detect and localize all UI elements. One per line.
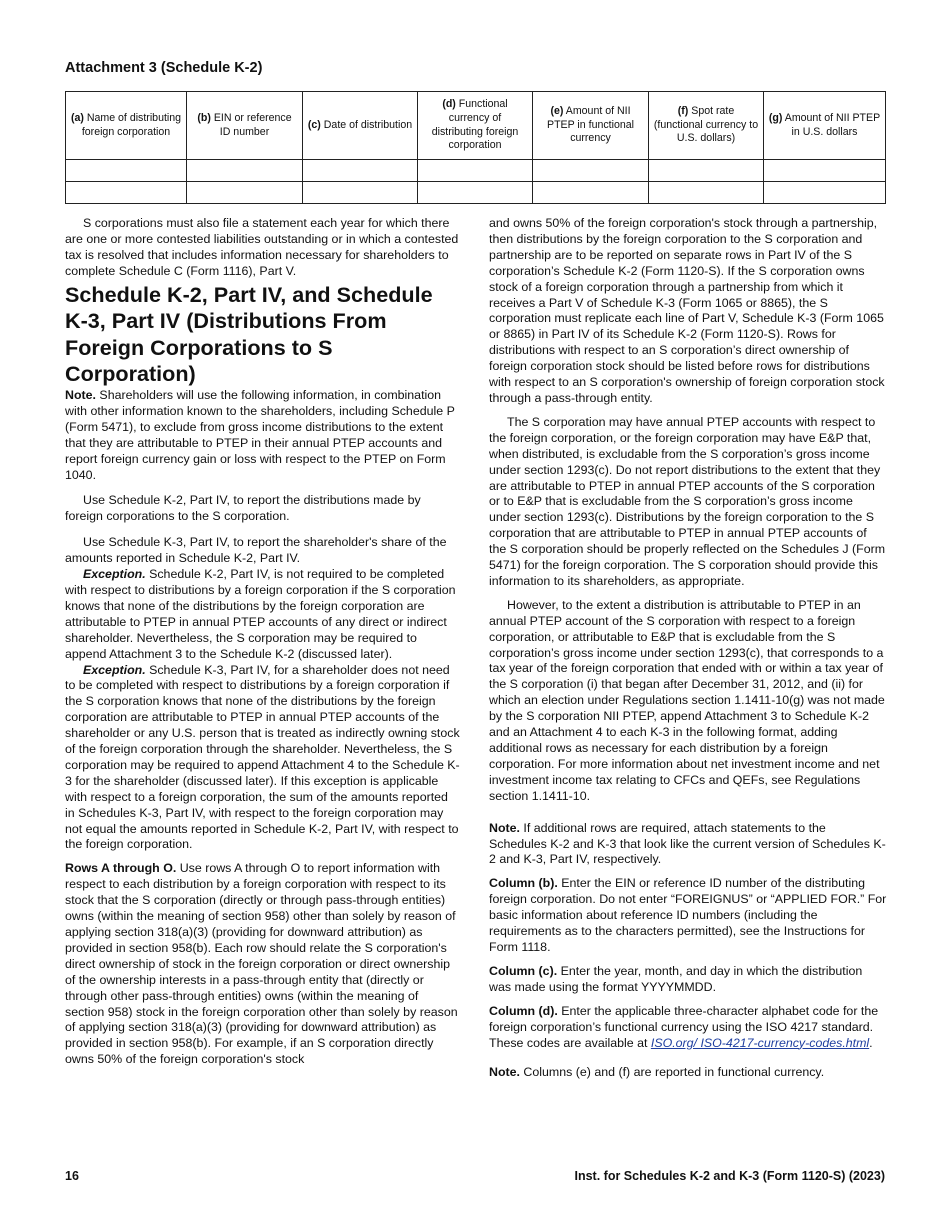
table-cell <box>187 160 303 182</box>
attachment-table <box>65 91 886 204</box>
table-cell <box>66 182 187 204</box>
table-cell <box>303 182 418 204</box>
table-cell <box>418 182 533 204</box>
exception-paragraph: Exception. Schedule K-2, Part IV, is not required to be completed with respect to distributions by a foreign corporation if the S corporation knows that none of the distributions by the foreign corporation are attributable to PTEP in annual PTEP accounts of any direct or indirect shareholder. Nevertheless, the S corporation may be required to append Attachment 3 to the Schedule K-2 (discussed later). <box>65 567 456 661</box>
paragraph: and owns 50% of the foreign corporation's stock through a partnership, then distributions by the foreign corporation to the S corporation and partnership are to be reported on separate rows in Part IV of the S corporation’s Schedule K-2 (Form 1120-S). If the S corporation owns stock of a foreign corporation through a partnership from which it receives a Part V of Schedule K-3 (Form 1065 or 8865), the S corporation must replicate each line of Part V, Schedule K-3 (Form 1065 or 8865) in Part IV of its Schedule K-2 (Form 1120-S). Rows for distributions with respect to an S corporation’s direct ownership of foreign corporation stock should be listed before rows for distributions with respect to an S corporation's ownership of foreign corporation stock through a pass-through entity. <box>489 216 885 405</box>
note-paragraph: Note. Shareholders will use the following information, in combination with other information known to the shareholders, including Schedule P (Form 5471), to exclude from gross income distributions to the extent that they are attributable to PTEP in their annual PTEP accounts and report foreign currency gain or loss with respect to the PTEP on Form 1040. <box>65 388 455 482</box>
left-column <box>65 216 461 1068</box>
exception-paragraph: Exception. Schedule K-3, Part IV, for a shareholder does not need to be completed with respect to distributions by a foreign corporation if the S corporation knows that none of the distributions by the foreign corporation are attributable to PTEP in annual PTEP accounts of the shareholder or any U.S. person that is treated as indirectly owning stock of the foreign corporation through the shareholder. Nevertheless, the S corporation may be required to append Attachment 4 to the Schedule K-3 for the shareholder (discussed later). If this exception is applicable with respect to a foreign corporation, the sum of the amounts reported in Schedules K-3, Part IV, with respect to the foreign corporation may not equal the amounts reported in Schedule K-2, Part IV, with respect to the foreign corporation. <box>65 662 460 852</box>
paragraph: S corporations must also file a statement each year for which there are one or more contested liabilities outstanding or in which a contested tax is resolved that includes information necessary for shareholders to complete Schedule C (Form 1116), Part V. <box>65 216 459 278</box>
table-cell <box>533 160 649 182</box>
table-cell <box>649 182 764 204</box>
table-row <box>66 182 886 204</box>
paragraph: Use Schedule K-2, Part IV, to report the distributions made by foreign corporations to the S corporation. <box>65 493 421 524</box>
page-number: 16 <box>65 1169 79 1183</box>
paragraph: The S corporation may have annual PTEP accounts with respect to the foreign corporation, or the foreign corporation may have E&P that, when distributed, is excludable from the S corporation’s gross income under section 1293(c). Do not report distributions to the extent that they are attributable to PTEP in annual PTEP accounts of the S corporation or to E&P that is excludable from the S corporation’s gross income under section 1293(c). Distributions by the foreign corporation to the S corporation that are attributable to PTEP in annual PTEP accounts of the S corporation should be properly reflected on the Schedules J (Form 5471) for the foreign corporation. The S corporation should provide this information to its shareholders, as appropriate. <box>489 414 886 588</box>
iso-currency-link[interactable]: ISO.org/ ISO-4217-currency-codes.html <box>650 1035 870 1050</box>
table-cell <box>533 182 649 204</box>
table-cell <box>764 182 886 204</box>
column-header: (c) Date of distribution <box>303 92 418 160</box>
section-heading: Schedule K-2, Part IV, and Schedule K-3, Part IV (Distributions From Foreign Corporations to S Corporation) <box>65 281 433 387</box>
table-cell <box>66 160 187 182</box>
footer-title: Inst. for Schedules K-2 and K-3 (Form 1120-S) (2023) <box>574 1169 885 1183</box>
column-c-paragraph: Column (c). Enter the year, month, and day in which the distribution was made using the format YYYYMMDD. <box>489 963 863 994</box>
paragraph: However, to the extent a distribution is attributable to PTEP in an annual PTEP account of the S corporation with respect to a foreign corporation, or attributable to E&P that is excludable from the S corporation’s gross income under section 1293(c), that corresponds to a tax year of the foreign corporation that ended with or within a tax year of the S corporation (i) that began after December 31, 2012, and (ii) for which an election under Regulations section 1.1411-10(g) was not made by the S corporation NII PTEP, append Attachment 3 to Schedule K-2 and an Attachment 4 to each K-3 in the following format, adding additional rows as necessary for each distribution by a foreign corporation. For more information about net investment income and net investment income tax relating to CFCs and QEFs, see Regulations section 1.1411-10. <box>489 597 885 803</box>
table-header-row <box>66 92 886 160</box>
column-header: (f) Spot rate (functional currency to U.S. dollars) <box>649 92 764 160</box>
paragraph: Use Schedule K-3, Part IV, to report the shareholder's share of the amounts reported in Schedule K-2, Part IV. <box>65 535 447 566</box>
table-cell <box>303 160 418 182</box>
attachment-title: Attachment 3 (Schedule K-2) <box>65 60 263 76</box>
column-d-paragraph: Column (d). Enter the applicable three-character alphabet code for the foreign corporation’s functional currency using the ISO 4217 standard. These codes are available at ISO.org/ ISO-4217-currency-codes.html. <box>489 1003 879 1050</box>
note-paragraph: Note. If additional rows are required, attach statements to the Schedules K-2 and K-3 that look like the current version of Schedules K-2 and K-3, Part IV, respectively. <box>489 820 886 867</box>
table-cell <box>649 160 764 182</box>
table-cell <box>418 160 533 182</box>
column-header: (g) Amount of NII PTEP in U.S. dollars <box>764 92 886 160</box>
rows-paragraph: Rows A through O. Use rows A through O to report information with respect to each distribution by a foreign corporation with respect to its stock that the S corporation (directly or through pass-through entities) owns (within the meaning of section 958) other than solely by reason of applying section 318(a)(3) (providing for downward attribution) as provided in section 958(b). Each row should relate the S corporation's direct ownership of stock in the foreign corporation or direct ownership of the ownership interests in a pass-through entity that (directly or through other pass-through entities) owns (within the meaning of section 958) stock in the foreign corporation other than solely by reason of applying section 318(a)(3) (providing for downward attribution) as provided in section 958(b). For example, if an S corporation directly owns 50% of the foreign corporation's stock <box>65 861 458 1067</box>
right-column <box>489 216 887 1081</box>
table-cell <box>187 182 303 204</box>
column-header: (e) Amount of NII PTEP in functional currency <box>533 92 649 160</box>
column-b-paragraph: Column (b). Enter the EIN or reference ID number of the distributing foreign corporation. Do not enter “FOREIGNUS” or “APPLIED FOR.” For basic information about reference ID numbers (including the requirements as to the characters permitted), see the Instructions for Form 1118. <box>489 876 887 954</box>
column-header: (d) Functional currency of distributing foreign corporation <box>418 92 533 160</box>
table-cell <box>764 160 886 182</box>
note-paragraph: Note. Columns (e) and (f) are reported in functional currency. <box>489 1065 825 1080</box>
column-header: (a) Name of distributing foreign corporation <box>66 92 187 160</box>
column-header: (b) EIN or reference ID number <box>187 92 303 160</box>
table-row <box>66 160 886 182</box>
